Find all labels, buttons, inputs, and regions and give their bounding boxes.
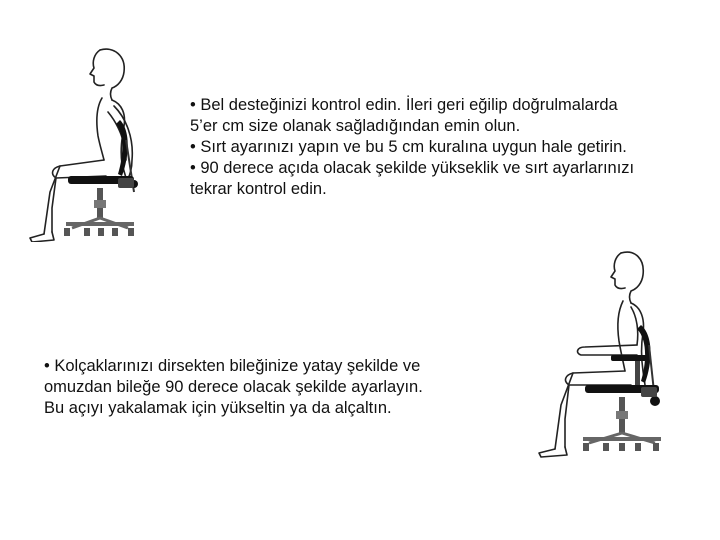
lumbar-instructions-text [190,95,690,200]
text-line: omuzdan bileğe 90 derece olacak şekilde ayarlayın. [44,378,423,396]
office-chair-armrest-illustration [525,245,675,465]
text-line: Bu açıyı yakalamak için yükseltin ya da alçaltın. [44,399,392,417]
seated-posture-figure-armrest [525,245,675,465]
text-line: • Kolçaklarınızı dirsekten bileğinize yatay şekilde ve [44,357,421,375]
text-line: • Sırt ayarınızı yapın ve bu 5 cm kuralına uygun hale getirin. [190,138,627,156]
text-line: 5’er cm size olanak sağladığından emin olun. [190,117,521,135]
seated-posture-figure-lumbar [22,42,152,242]
office-chair-illustration [22,42,152,242]
armrest-instructions-text [44,356,484,419]
text-line: • 90 derece açıda olacak şekilde yükseklik ve sırt ayarlarınızı [190,159,635,177]
text-line: tekrar kontrol edin. [190,180,327,198]
text-line: • Bel desteğinizi kontrol edin. İleri geri eğilip doğrulmalarda [190,96,618,114]
